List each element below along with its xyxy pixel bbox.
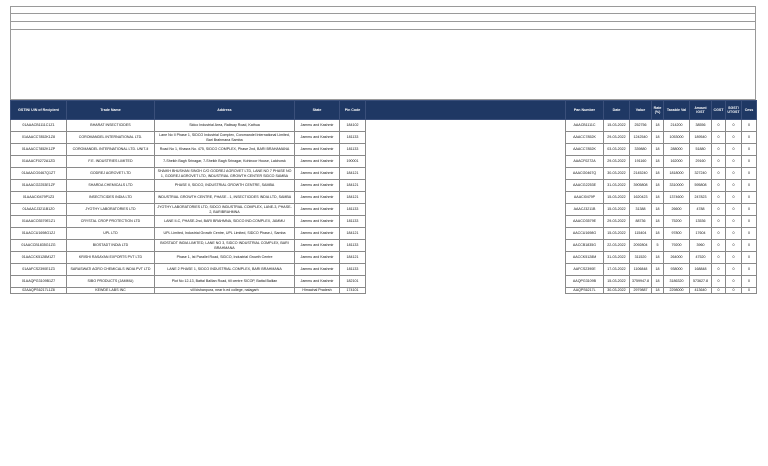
cell-sgst: 0 (726, 204, 742, 216)
cell-taxable: 264000 (664, 252, 690, 264)
cell-trade: KRISHI RASAYAN EXPORTS PVT LTD (67, 252, 155, 264)
cell-pan: AAQPG3109B (566, 276, 604, 288)
cell-taxable: 97800 (664, 228, 690, 240)
table-row (11, 180, 757, 192)
cell-value: 339880 (630, 144, 652, 156)
cell-igst: 595808 (690, 180, 712, 192)
cell-pan: AAACG0467Q (566, 168, 604, 180)
cell-gstin: 01AAACF0272A1ZD (11, 156, 67, 168)
cell-gap (366, 276, 566, 288)
cell-cess: 0 (742, 288, 757, 294)
col-gap (366, 101, 566, 120)
cell-taxable: 75200 (664, 216, 690, 228)
cell-pin: 181133 (340, 240, 366, 252)
cell-taxable: 162000 (664, 156, 690, 168)
cell-gap (366, 120, 566, 132)
cell-pan: AACCU1698G (566, 228, 604, 240)
col-rate: Rate (%) (652, 101, 664, 120)
cell-gstin: 01AAQPG3109B1Z7 (11, 276, 67, 288)
cell-pin: 184102 (340, 120, 366, 132)
cell-gap (366, 156, 566, 168)
empty-row (10, 14, 756, 22)
cell-date: 22-03-2022 (604, 240, 630, 252)
cell-rate: 18 (652, 180, 664, 192)
cell-igst: 573627.8 (690, 276, 712, 288)
cell-gstin: 01AAACI0479P1Z3 (11, 192, 67, 204)
cell-address: BIOSTADT INDIA LIMITED, LANE NO 3, SIDCO INDUSTRIAL COMPLEX, BARI BRAHMANA (155, 240, 295, 252)
cell-cess: 0 (742, 168, 757, 180)
cell-rate: 18 (652, 204, 664, 216)
cell-gap (366, 228, 566, 240)
cell-trade: SARASWATI AGRO CHEMICALS INDIA PVT LTD (67, 264, 155, 276)
cell-gstin: 02AAQPS6217L1Z8 (11, 288, 67, 294)
cell-taxable: 79200 (664, 240, 690, 252)
cell-cgst: 0 (712, 252, 726, 264)
cell-igst: 29160 (690, 156, 712, 168)
table-row (11, 264, 757, 276)
cell-state: Jammu and Kashmir (295, 132, 340, 144)
cell-cgst: 0 (712, 120, 726, 132)
cell-gstin: 01AAACJ3211B1Z0 (11, 204, 67, 216)
cell-pin: 184121 (340, 252, 366, 264)
cell-date: 15-03-2022 (604, 120, 630, 132)
cell-pan: AACCB1835G (566, 240, 604, 252)
cell-gap (366, 240, 566, 252)
cell-cess: 0 (742, 216, 757, 228)
cell-value: 3905808 (630, 180, 652, 192)
cell-value: 88736 (630, 216, 652, 228)
cell-cess: 0 (742, 120, 757, 132)
cell-igst: 47520 (690, 252, 712, 264)
cell-igst: 17604 (690, 228, 712, 240)
cell-rate: 18 (652, 228, 664, 240)
cell-date: 15-03-2022 (604, 228, 630, 240)
cell-state: Jammu and Kashmir (295, 192, 340, 204)
col-trade-name: Trade Name (67, 101, 155, 120)
cell-state: Jammu and Kashmir (295, 204, 340, 216)
cell-sgst: 0 (726, 132, 742, 144)
table-row (11, 144, 757, 156)
cell-value: 1106848 (630, 264, 652, 276)
cell-gap (366, 132, 566, 144)
cell-date: 29-03-2022 (604, 216, 630, 228)
cell-cgst: 0 (712, 156, 726, 168)
cell-cgst: 0 (712, 240, 726, 252)
cell-rate: 18 (652, 120, 664, 132)
cell-address: Phase 1, Ist Parallel Road, SIDCO, Industrial Growth Centre (155, 252, 295, 264)
cell-sgst: 0 (726, 180, 742, 192)
cell-trade: UPL LTD (67, 228, 155, 240)
cell-rate: 18 (652, 168, 664, 180)
cell-igst: 51880 (690, 144, 712, 156)
cell-igst: 38556 (690, 120, 712, 132)
cell-rate: 18 (652, 132, 664, 144)
cell-date: 29-03-2022 (604, 132, 630, 144)
cell-rate: 18 (652, 216, 664, 228)
cell-rate: 18 (652, 264, 664, 276)
table-body (11, 120, 757, 294)
col-pin: Pin Code (340, 101, 366, 120)
col-gstin: GSTIN/ UIN of Recipient (11, 101, 67, 120)
cell-rate: 5 (652, 240, 664, 252)
table-row (11, 168, 757, 180)
cell-trade: CRYSTAL CROP PROTECTION LTD (67, 216, 155, 228)
cell-gstin: 01AAACG2253E1ZF (11, 180, 67, 192)
cell-state: Himachal Pradesh (295, 288, 340, 294)
cell-state: Jammu and Kashmir (295, 180, 340, 192)
cell-pan: AAACI0479P (566, 192, 604, 204)
table-row (11, 204, 757, 216)
cell-gap (366, 264, 566, 276)
cell-value: 311520 (630, 252, 652, 264)
cell-address: LANE II-C, PHASE-2nd, BARI BRAHMNA, SIDCO IND.COMPLEX, JAMMU (155, 216, 295, 228)
cell-gap (366, 216, 566, 228)
cell-cess: 0 (742, 192, 757, 204)
cell-taxable: 1053000 (664, 132, 690, 144)
cell-cess: 0 (742, 264, 757, 276)
cell-date: 15-03-2022 (604, 192, 630, 204)
cell-igst: 13536 (690, 216, 712, 228)
cell-value: 252756 (630, 120, 652, 132)
table-row (11, 240, 757, 252)
cell-pin: 181133 (340, 204, 366, 216)
cell-value: 2979887 (630, 288, 652, 294)
empty-row (10, 6, 756, 14)
table-row (11, 228, 757, 240)
cell-trade: GODREJ AGROVET LTD (67, 168, 155, 180)
cell-taxable: 3310000 (664, 180, 690, 192)
cell-gap (366, 192, 566, 204)
cell-state: Jammu and Kashmir (295, 276, 340, 288)
col-state: State (295, 101, 340, 120)
cell-state: Jammu and Kashmir (295, 252, 340, 264)
cell-cess: 0 (742, 228, 757, 240)
col-cess: Cess (742, 101, 757, 120)
cell-rate: 18 (652, 156, 664, 168)
cell-sgst: 0 (726, 192, 742, 204)
cell-sgst: 0 (726, 288, 742, 294)
cell-date: 31-03-2022 (604, 180, 630, 192)
table-row (11, 216, 757, 228)
cell-sgst: 0 (726, 240, 742, 252)
cell-value: 2145240 (630, 168, 652, 180)
cell-pan: AAACF0272A (566, 156, 604, 168)
cell-pan: AAACJ3211B (566, 204, 604, 216)
cell-address: 7-Sheikh Bagh Srinagar, 7-Sheikh Bagh Srinagar, Kohinoor House, Lalchowk (155, 156, 295, 168)
cell-value: 1620423 (630, 192, 652, 204)
cell-pan: AACCK5128M (566, 252, 604, 264)
cell-address: INDUSTRIAL GROWTH CENTRE, PHASE - 1, INSECTICIDES INDIA LTD, SAMBA (155, 192, 295, 204)
cell-rate: 18 (652, 144, 664, 156)
col-cgst: CGST (712, 101, 726, 120)
table-row (11, 156, 757, 168)
cell-gstin: 01AACCB1835G1ZG (11, 240, 67, 252)
cell-trade: INSECTICIDES INDIA LTD (67, 192, 155, 204)
table-row (11, 252, 757, 264)
cell-trade: COROMANDEL INTERNATIONAL LTD. (67, 132, 155, 144)
cell-date: 29-03-2022 (604, 156, 630, 168)
cell-sgst: 0 (726, 120, 742, 132)
cell-cgst: 0 (712, 276, 726, 288)
sheet-header-area (10, 6, 756, 100)
cell-pan: AAQPS6217L (566, 288, 604, 294)
cell-gstin: 01AAFCS2390E1Z3 (11, 264, 67, 276)
cell-cgst: 0 (712, 132, 726, 144)
cell-pan: AAACC7852K (566, 132, 604, 144)
col-taxable: Taxable Val (664, 101, 690, 120)
cell-taxable: 214200 (664, 120, 690, 132)
table-row (11, 192, 757, 204)
cell-date: 03-03-2022 (604, 144, 630, 156)
cell-value: 115404 (630, 228, 652, 240)
cell-sgst: 0 (726, 228, 742, 240)
header-row (11, 101, 757, 120)
cell-gap (366, 168, 566, 180)
table-row (11, 288, 757, 294)
cell-address: SHAIKH BHUSHAN SINGH C/O GODREJ AGROVET LTD, LANE NO 7 PHASE NO 1, GODREJ AGROVET LTD, INDUSTRIAL GROWTH CENTER SIDCO SAMBA (155, 168, 295, 180)
cell-gstin: 01AACCU1698G1ZJ (11, 228, 67, 240)
cell-taxable: 26600 (664, 204, 690, 216)
cell-cess: 0 (742, 144, 757, 156)
col-igst: Amount IGST (690, 101, 712, 120)
cell-cgst: 0 (712, 204, 726, 216)
cell-rate: 18 (652, 276, 664, 288)
cell-address: JYOTHY LABORATORIES LTD, SIDCO INDUSTRIAL COMPLEX, LANE-3, PHASE-2, BARIBRAHMNA (155, 204, 295, 216)
cell-cgst: 0 (712, 168, 726, 180)
amount-group-label: Amount (694, 105, 707, 110)
cell-gap (366, 204, 566, 216)
cell-trade: KEWDE LABS INC (67, 288, 155, 294)
cell-address: UPL Limited, Industrial Growth Centre, UPL Limited, SIDCO Phase-I, Samba (155, 228, 295, 240)
cell-state: Jammu and Kashmir (295, 264, 340, 276)
gst-invoice-table (10, 100, 757, 294)
cell-cgst: 0 (712, 144, 726, 156)
cell-pin: 184121 (340, 180, 366, 192)
col-date: Date (604, 101, 630, 120)
cell-address: vill kishanpura, near b.ed college, nalagarh (155, 288, 295, 294)
cell-taxable: 3186320 (664, 276, 690, 288)
cell-cess: 0 (742, 156, 757, 168)
cell-cess: 0 (742, 276, 757, 288)
cell-gstin: 01AAACC7852K1ZP (11, 144, 67, 156)
cell-date: 30-03-2022 (604, 168, 630, 180)
cell-sgst: 0 (726, 144, 742, 156)
cell-gstin: 01AACCK5128M1Z7 (11, 252, 67, 264)
cell-date: 31-03-2022 (604, 252, 630, 264)
cell-cess: 0 (742, 180, 757, 192)
cell-gap (366, 288, 566, 294)
cell-sgst: 0 (726, 216, 742, 228)
empty-row (10, 22, 756, 30)
cell-state: Jammu and Kashmir (295, 216, 340, 228)
cell-sgst: 0 (726, 156, 742, 168)
cell-date: 15-03-2022 (604, 204, 630, 216)
cell-state: Jammu and Kashmir (295, 156, 340, 168)
col-sgst: SGST/ UTGST (726, 101, 742, 120)
cell-trade: F.E. INDUSTRIES LIMITED (67, 156, 155, 168)
cell-address: Road No 1, Khasra No. 475, SIDCO COMPLEX, Phase 2nd, BARI BRAHAMANA (155, 144, 295, 156)
cell-gstin: 01AAACO3579E1Z1 (11, 216, 67, 228)
cell-trade: COROMANDEL INTERNATIONAL LTD. UNIT-II (67, 144, 155, 156)
cell-date: 17-03-2022 (604, 264, 630, 276)
col-address: Address (155, 101, 295, 120)
cell-igst: 327240 (690, 168, 712, 180)
cell-trade: JYOTHY LABORATORIES LTD (67, 204, 155, 216)
cell-address: Plot No 12-13, Battal Ballian Road, till centre SICOP, Battal Ballian (155, 276, 295, 288)
cell-sgst: 0 (726, 252, 742, 264)
cell-pin: 181133 (340, 132, 366, 144)
cell-state: Jammu and Kashmir (295, 240, 340, 252)
empty-block (10, 30, 756, 100)
cell-sgst: 0 (726, 168, 742, 180)
cell-pan: AAACC7852K (566, 144, 604, 156)
cell-address: Lane No II Phase 1, SIDCO Industrial Complex, Coromandel International Limited, Bari Brahmana Samba (155, 132, 295, 144)
cell-igst: 4788 (690, 204, 712, 216)
col-pan: Pan Number (566, 101, 604, 120)
cell-state: Jammu and Kashmir (295, 168, 340, 180)
cell-address: LANE 2 PHASE 1, SIDCO INDUSTRIAL COMPLEX, BARI BRAHMANA (155, 264, 295, 276)
cell-pan: AAACB1111C (566, 120, 604, 132)
cell-state: Jammu and Kashmir (295, 120, 340, 132)
cell-date: 30-03-2022 (604, 288, 630, 294)
cell-pin: 181133 (340, 264, 366, 276)
cell-trade: BIOSTADT INDIA LTD (67, 240, 155, 252)
table-row (11, 276, 757, 288)
cell-pin: 190001 (340, 156, 366, 168)
cell-date: 15-03-2022 (604, 276, 630, 288)
cell-taxable: 288000 (664, 144, 690, 156)
cell-taxable: 2298000 (664, 288, 690, 294)
cell-sgst: 0 (726, 276, 742, 288)
cell-pin: 174101 (340, 288, 366, 294)
cell-trade: SHARDA CHEMICALS LTD (67, 180, 155, 192)
cell-gap (366, 252, 566, 264)
cell-pan: AAACG2253E (566, 180, 604, 192)
col-value: Value (630, 101, 652, 120)
cell-trade: BHARAT INSECTICIDES (67, 120, 155, 132)
cell-cgst: 0 (712, 216, 726, 228)
cell-cess: 0 (742, 240, 757, 252)
cell-value: 1242540 (630, 132, 652, 144)
cell-value: 3759947.8 (630, 276, 652, 288)
cell-gstin: 01AAACC7852K1Z8 (11, 132, 67, 144)
cell-rate: 18 (652, 192, 664, 204)
cell-igst: 247823 (690, 192, 712, 204)
cell-igst: 189540 (690, 132, 712, 144)
cell-cess: 0 (742, 252, 757, 264)
cell-igst: 413640 (690, 288, 712, 294)
cell-igst: 3960 (690, 240, 712, 252)
cell-igst: 168848 (690, 264, 712, 276)
cell-pin: 184121 (340, 168, 366, 180)
cell-rate: 18 (652, 288, 664, 294)
cell-cgst: 0 (712, 288, 726, 294)
cell-pin: 184121 (340, 228, 366, 240)
cell-pin: 181133 (340, 144, 366, 156)
cell-pan: AAFCS2390E (566, 264, 604, 276)
cell-value: 191160 (630, 156, 652, 168)
cell-rate: 18 (652, 252, 664, 264)
cell-value: 31388 (630, 204, 652, 216)
cell-cess: 0 (742, 132, 757, 144)
cell-taxable: 1374600 (664, 192, 690, 204)
cell-gstin: 01AAACB1111C1Z1 (11, 120, 67, 132)
cell-state: Jammu and Kashmir (295, 228, 340, 240)
table-row (11, 132, 757, 144)
cell-pin: 181133 (340, 216, 366, 228)
cell-pan: AAACO3579E (566, 216, 604, 228)
cell-state: Jammu and Kashmir (295, 144, 340, 156)
cell-cess: 0 (742, 204, 757, 216)
cell-taxable: 1818000 (664, 168, 690, 180)
cell-pin: 182101 (340, 276, 366, 288)
cell-cgst: 0 (712, 264, 726, 276)
cell-sgst: 0 (726, 264, 742, 276)
cell-cgst: 0 (712, 228, 726, 240)
cell-gstin: 01AAACG0467Q1ZT (11, 168, 67, 180)
table-row (11, 120, 757, 132)
cell-value: 2092804 (630, 240, 652, 252)
cell-gap (366, 180, 566, 192)
cell-cgst: 0 (712, 180, 726, 192)
cell-taxable: 938000 (664, 264, 690, 276)
cell-pin: 184121 (340, 192, 366, 204)
cell-gap (366, 144, 566, 156)
cell-address: PHASE II, SIDCO, INDUSTRIAL GROWTH CENTRE, SAMBA (155, 180, 295, 192)
cell-address: Sidco Industrial Area, Railway Road, Kathua (155, 120, 295, 132)
cell-trade: SIBO PRODUCTS (JAMMU) (67, 276, 155, 288)
cell-cgst: 0 (712, 192, 726, 204)
